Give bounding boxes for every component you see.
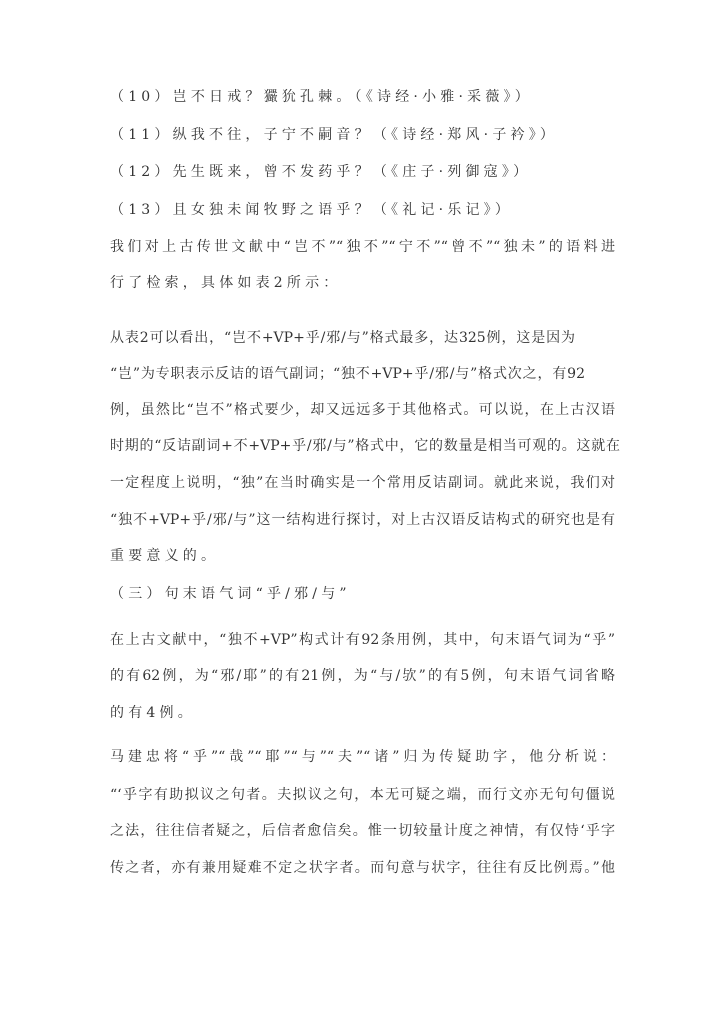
example-10: （10）岂不日戒？玁狁孔棘。（《诗经·小雅·采薇》） (110, 89, 533, 105)
example-13: （13）且女独未闻牧野之语乎？（《礼记·乐记》） (110, 202, 514, 218)
paragraph-line: 行了检索，具体如表2所示： (110, 275, 342, 291)
section-heading: （三）句末语气词“乎/邪/与” (110, 586, 351, 602)
paragraph-line: “独不+VP+乎/邪/与”这一结构进行探讨，对上古汉语反诘构式的研究也是有 (110, 512, 615, 528)
example-11: （11）纵我不往，子宁不嗣音？（《诗经·郑风·子衿》） (110, 127, 559, 143)
paragraph-line: 一定程度上说明，“独”在当时确实是一个常用反诘副词。就此来说，我们对 (110, 475, 615, 491)
paragraph-line: 之法，往往信者疑之，后信者愈信矣。惟一切较量计度之神情，有仅恃‘乎字 (110, 823, 615, 839)
paragraph-line: 例，虽然比“岂不”格式要少，却又远远多于其他格式。可以说，在上古汉语 (110, 402, 615, 418)
paragraph-line: 传之者，亦有兼用疑难不定之状字者。而句意与状字，往往有反比例焉。”他 (110, 860, 615, 876)
paragraph-line: “‘乎字有助拟议之句者。夫拟议之句，本无可疑之端，而行文亦无句句僵说 (110, 787, 615, 803)
paragraph-line: 的有4例。 (110, 705, 196, 721)
paragraph-line: 的有62例，为“邪/耶”的有21例，为“与/欤”的有5例，句末语气词省略 (110, 668, 615, 684)
paragraph-line: 在上古文献中，“独不+VP”构式计有92条用例，其中，句末语气词为“乎” (110, 632, 615, 648)
paragraph-line: 重要意义的。 (110, 548, 220, 564)
paragraph-line: 马建忠将“乎”“哉”“耶”“与”“夫”“诸”归为传疑助字，他分析说： (110, 749, 615, 765)
paragraph-line: 时期的“反诘副词+不+VP+乎/邪/与”格式中，它的数量是相当可观的。这就在 (110, 438, 620, 454)
paragraph-line: “岂”为专职表示反诘的语气副词；“独不+VP+乎/邪/与”格式次之，有92 (110, 366, 585, 382)
example-12: （12）先生既来，曾不发药乎？（《庄子·列御寇》） (110, 164, 532, 180)
paragraph-line: 从表2可以看出，“岂不+VP+乎/邪/与”格式最多，达325例，这是因为 (110, 330, 575, 346)
paragraph-line: 我们对上古传世文献中“岂不”“独不”“宁不”“曾不”“独未”的语料进 (110, 239, 615, 255)
